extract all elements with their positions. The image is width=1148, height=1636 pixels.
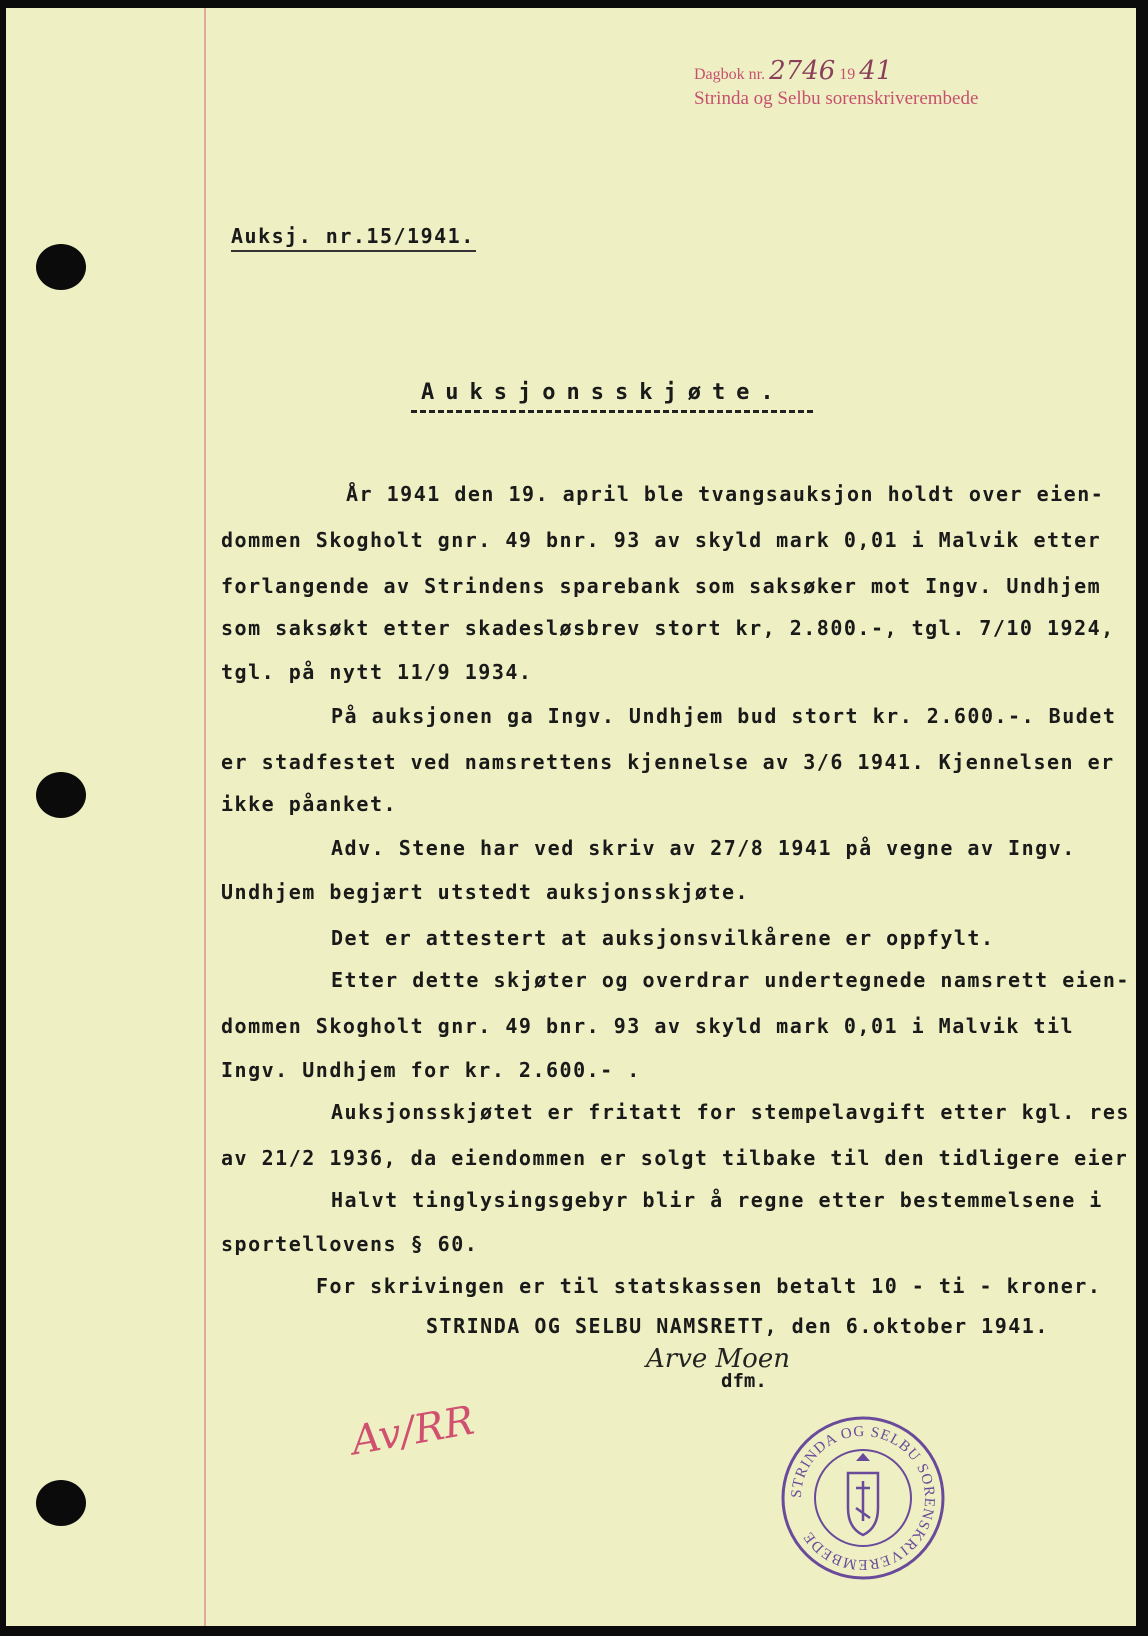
dagbok-label: Dagbok nr. [694, 66, 766, 83]
dagbok-number: 2746 [769, 56, 836, 86]
official-seal [778, 1413, 948, 1583]
body-line: Undhjem begjært utstedt auksjonsskjøte. [221, 880, 750, 904]
svg-text:STRINDA OG SELBU SORENSKRIVERE: STRINDA OG SELBU SORENSKRIVEREMBEDE [788, 1423, 938, 1573]
body-line: For skrivingen er til statskassen betalt 10 - ti - kroner. [316, 1274, 1102, 1298]
body-line: Etter dette skjøter og overdrar undertegnede namsrett eien- [331, 968, 1130, 992]
body-line: STRINDA OG SELBU NAMSRETT, den 6.oktober 1941. [426, 1314, 1049, 1338]
body-line: Halvt tinglysingsgebyr blir å regne etter bestemmelsene i [331, 1188, 1103, 1212]
body-line: som saksøkt etter skadesløsbrev stort kr, 2.800.-, tgl. 7/10 1924, [221, 616, 1115, 640]
body-line: av 21/2 1936, da eiendommen er solgt tilbake til den tidligere eier [221, 1146, 1129, 1170]
body-line: På auksjonen ga Ingv. Undhjem bud stort kr. 2.600.-. Budet [331, 704, 1117, 728]
year-prefix: 19 [839, 66, 856, 83]
body-line: ikke påanket. [221, 792, 398, 816]
body-line: sportellovens § 60. [221, 1232, 479, 1256]
margin-line [204, 8, 206, 1626]
punch-hole [36, 1480, 86, 1526]
document-title: Auksjonsskjøte. [421, 380, 785, 405]
body-line: forlangende av Strindens sparebank som saksøker mot Ingv. Undhjem [221, 574, 1102, 598]
handwritten-signature: Arve Moen [646, 1344, 790, 1374]
body-line: tgl. på nytt 11/9 1934. [221, 660, 533, 684]
body-line: er stadfestet ved namsrettens kjennelse av 3/6 1941. Kjennelsen er [221, 750, 1115, 774]
case-reference: Auksj. nr.15/1941. [231, 224, 475, 248]
punch-hole [36, 244, 86, 290]
reference-underline [231, 250, 476, 252]
body-line: År 1941 den 19. april ble tvangsauksjon holdt over eien- [346, 482, 1105, 506]
document-page [6, 8, 1136, 1626]
office-name: Strinda og Selbu sorenskriverembede [694, 88, 979, 109]
body-line: Ingv. Undhjem for kr. 2.600.- . [221, 1058, 641, 1082]
signature-title: dfm. [721, 1370, 767, 1392]
handwritten-initials: Av/RR [347, 1397, 478, 1465]
body-line: dommen Skogholt gnr. 49 bnr. 93 av skyld mark 0,01 i Malvik etter [221, 528, 1102, 552]
registry-stamp [694, 56, 978, 110]
title-dashes [411, 410, 813, 413]
body-line: Auksjonsskjøtet er fritatt for stempelavgift etter kgl. res [331, 1100, 1130, 1124]
year-suffix: 41 [859, 56, 893, 86]
body-line: dommen Skogholt gnr. 49 bnr. 93 av skyld mark 0,01 i Malvik til [221, 1014, 1075, 1038]
punch-hole [36, 772, 86, 818]
body-line: Adv. Stene har ved skriv av 27/8 1941 på vegne av Ingv. [331, 836, 1076, 860]
body-line: Det er attestert at auksjonsvilkårene er oppfylt. [331, 926, 995, 950]
